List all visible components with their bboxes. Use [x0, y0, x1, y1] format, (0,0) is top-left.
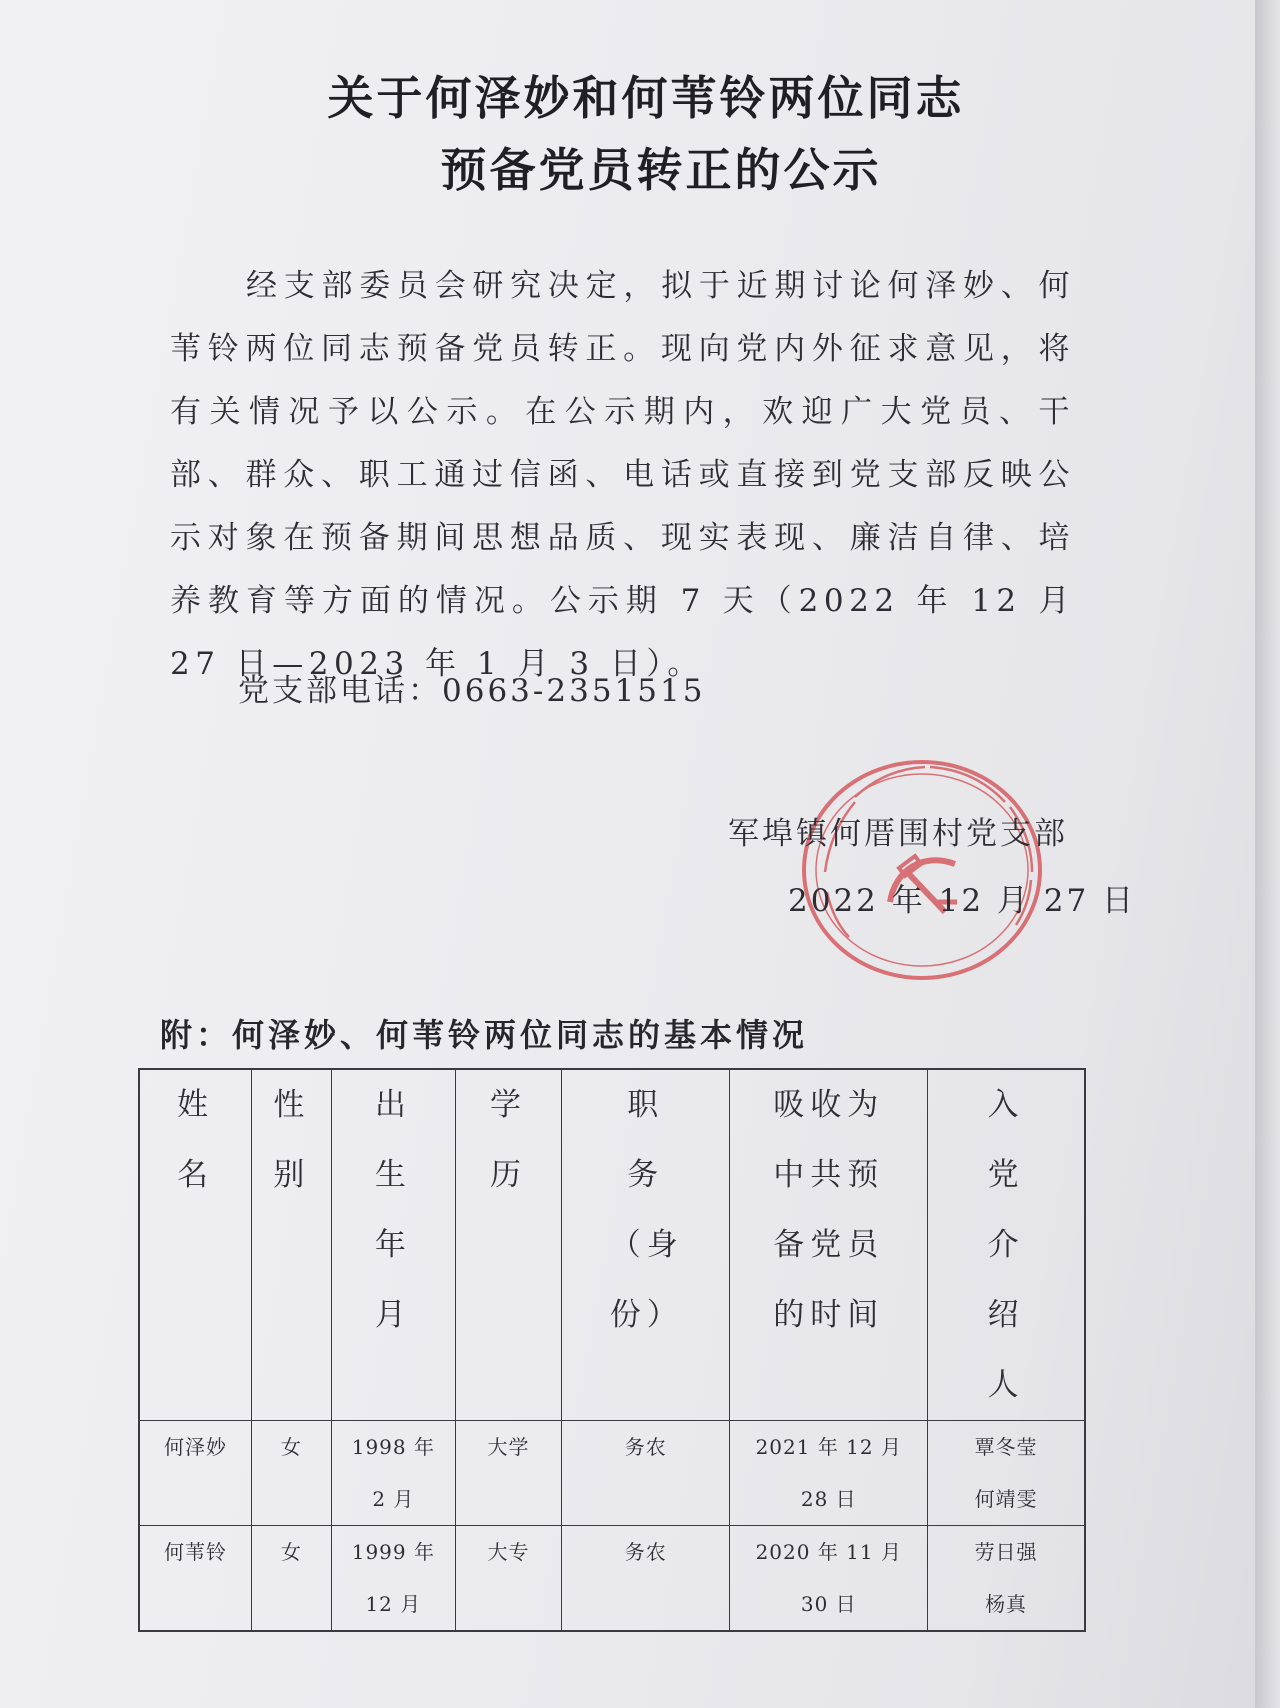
notice-title-line1: 关于何泽妙和何苇铃两位同志 [327, 71, 965, 125]
header-name: 姓名 [139, 1069, 251, 1421]
seal-outer-ring [804, 762, 1040, 978]
signature-date: 2022 年 12 月 27 日 [788, 883, 1137, 919]
table-row [139, 1526, 1085, 1632]
member-info-table [138, 1068, 1086, 1632]
cell-name: 何泽妙 [139, 1421, 251, 1526]
header-education: 学历 [455, 1069, 561, 1421]
header-admission-time: 吸收为中共预备党员的时间 [730, 1069, 928, 1421]
header-birth: 出生年月 [331, 1069, 455, 1421]
table-row [139, 1421, 1085, 1526]
cell-name: 何苇铃 [139, 1526, 251, 1632]
cell-position: 务农 [562, 1526, 730, 1632]
cell-education: 大专 [455, 1526, 561, 1632]
header-position: 职务（身份） [562, 1069, 730, 1421]
cell-introducers: 劳日强 杨真 [928, 1526, 1085, 1632]
signature-organization: 军埠镇何厝围村党支部 [728, 816, 1068, 852]
table-header-row [139, 1069, 1085, 1421]
cell-admission-time: 2021 年 12 月 28 日 [730, 1421, 928, 1526]
cell-sex: 女 [251, 1421, 331, 1526]
header-introducers: 入党介绍人 [928, 1069, 1085, 1421]
header-sex: 性别 [251, 1069, 331, 1421]
cell-sex: 女 [251, 1526, 331, 1632]
cell-education: 大学 [455, 1421, 561, 1526]
party-branch-phone: 党支部电话：0663-2351515 [238, 673, 706, 709]
notice-title-line2: 预备党员转正的公示 [440, 143, 882, 197]
appendix-title: 附：何泽妙、何苇铃两位同志的基本情况 [160, 1016, 809, 1054]
cell-position: 务农 [562, 1421, 730, 1526]
paper-edge-shadow [1255, 0, 1280, 1708]
cell-birth: 1998 年 2 月 [331, 1421, 455, 1526]
notice-body: 经支部委员会研究决定，拟于近期讨论何泽妙、何苇铃两位同志预备党员转正。现向党内外征求意见，将有关情况予以公示。在公示期内，欢迎广大党员、干部、群众、职工通过信函、电话或直接到党支部反映公示对象在预备期间思想品质、现实表现、廉洁自律、培养教育等方面的情况。公示期 7 天（2022 年 12 月 27 日—2023 年 1 月 3 日）。 [170, 268, 1075, 682]
cell-introducers: 覃冬莹 何靖雯 [928, 1421, 1085, 1526]
cell-birth: 1999 年 12 月 [331, 1526, 455, 1632]
party-branch-seal [795, 752, 1050, 988]
cell-admission-time: 2020 年 11 月 30 日 [730, 1526, 928, 1632]
